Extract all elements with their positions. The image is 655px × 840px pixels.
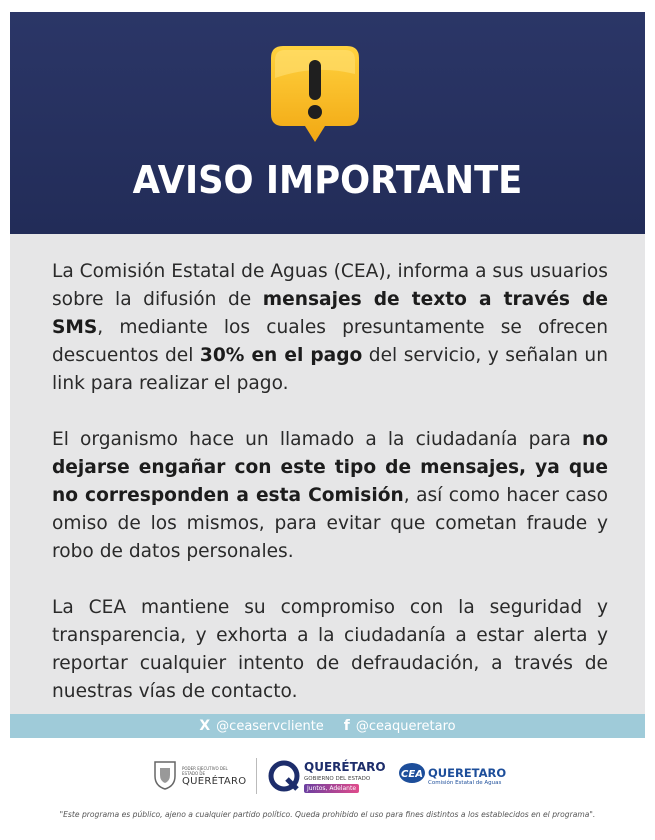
state-name: QUERÉTARO <box>304 760 386 774</box>
footer-disclaimer: "Este programa es público, ajeno a cualquier partido político. Queda prohibido el uso para fines distintos a los establecidos en el programa". <box>59 810 596 819</box>
cea-subtitle: Comisión Estatal de Aguas <box>428 780 502 786</box>
state-slogan: Juntos, Adelante <box>304 784 359 793</box>
notice-card <box>10 12 645 738</box>
paragraph-text: del servicio, y señalan un link para realizar el pago. <box>52 345 608 394</box>
social-bar <box>10 714 645 738</box>
cea-drop-icon <box>398 762 428 784</box>
logo-divider <box>256 758 257 794</box>
facebook-icon: f <box>343 718 350 734</box>
state-subtitle: GOBIERNO DEL ESTADO <box>304 776 371 782</box>
paragraph-bold: mensajes de texto a través de SMS <box>52 289 608 338</box>
warning-exclamation-icon <box>269 44 361 146</box>
paragraph-text: El organismo hace un llamado a la ciudadanía para <box>52 429 582 450</box>
facebook-handle[interactable]: @ceaqueretaro <box>355 718 456 734</box>
paragraph-text: La Comisión Estatal de Aguas (CEA), informa a sus usuarios sobre la difusión de <box>52 261 608 310</box>
svg-text:CEA: CEA <box>401 769 423 780</box>
page-title: AVISO IMPORTANTE <box>132 158 523 202</box>
logo-strip <box>0 752 655 800</box>
paragraph-3: La CEA mantiene su compromiso con la seguridad y transparencia, y exhorta a la ciudadanía a estar alerta y reportar cualquier intento de defraudación, a través de nuestras vías de contacto. <box>52 597 608 702</box>
notice-body <box>52 258 608 734</box>
paragraph-bold: no dejarse engañar con este tipo de mensajes, ya que no corresponden a esta Comisión <box>52 429 608 506</box>
social-facebook[interactable] <box>344 718 456 734</box>
paragraph-1 <box>52 258 608 398</box>
gov-small-text: PODER EJECUTIVO DEL ESTADO DE <box>182 766 228 776</box>
queretaro-q-icon <box>268 760 300 792</box>
cea-logo <box>398 760 508 794</box>
gov-name: QUERÉTARO <box>182 776 247 787</box>
paragraph-bold: 30% en el pago <box>199 345 363 366</box>
cea-name: QUERETARO <box>428 766 507 780</box>
gov-queretaro-logo <box>152 760 247 794</box>
x-icon: X <box>199 718 211 734</box>
x-handle[interactable]: @ceaservcliente <box>216 718 324 734</box>
paragraph-text: , así como hacer caso omiso de los mismos, para evitar que cometan fraude y robo de datos personales. <box>52 485 608 562</box>
notice-header <box>10 12 645 234</box>
social-x[interactable] <box>199 718 323 734</box>
state-queretaro-logo <box>268 756 388 798</box>
state-seal-icon <box>152 760 178 790</box>
paragraph-text: , mediante los cuales presuntamente se ofrecen descuentos del <box>52 317 608 366</box>
paragraph-2 <box>52 426 608 566</box>
